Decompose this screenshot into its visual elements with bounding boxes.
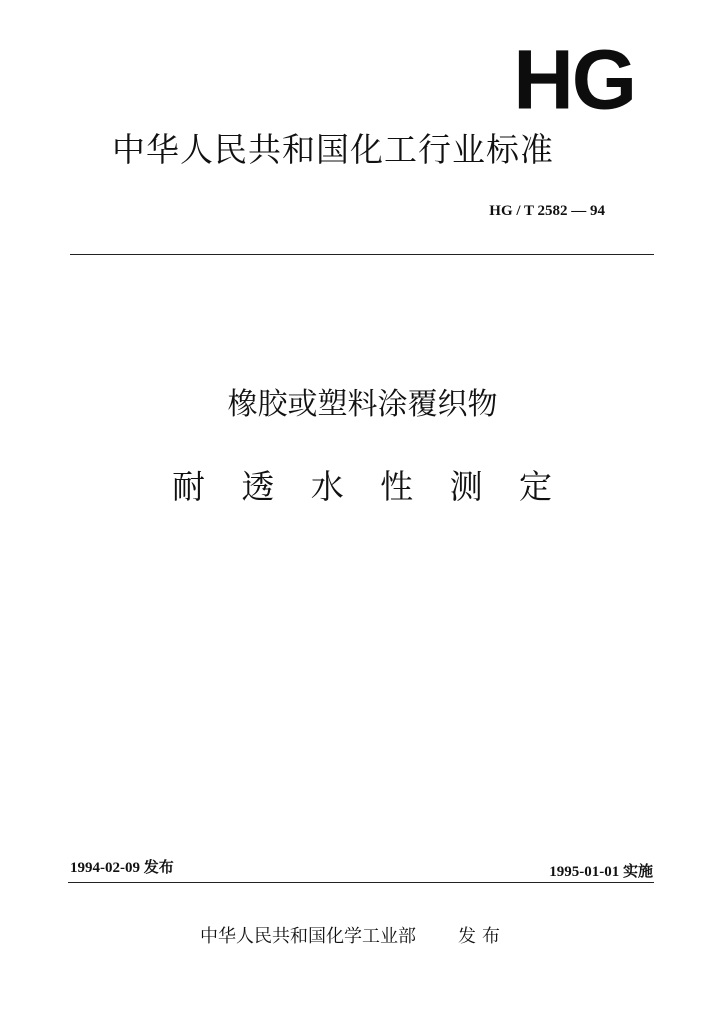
hg-logo: HG: [513, 32, 635, 127]
title-char: 水: [310, 467, 344, 506]
title-char: 透: [241, 467, 275, 506]
publisher-action: 发布: [458, 926, 506, 947]
document-title-line-2: [172, 465, 552, 509]
standard-code: HG / T 2582 — 94: [489, 203, 605, 219]
bottom-divider: [68, 882, 654, 883]
top-divider: [70, 254, 654, 255]
title-char: 耐: [172, 467, 205, 506]
issue-date: 1994-02-09 发布: [70, 860, 174, 876]
standard-category-title: 中华人民共和国化工行业标准: [112, 130, 554, 169]
document-title-line-1: 橡胶或塑料涂覆织物: [227, 387, 498, 422]
publisher-line: [200, 925, 506, 949]
publisher-name: 中华人民共和国化学工业部: [200, 926, 416, 947]
title-char: 测: [449, 467, 483, 506]
title-char: 定: [518, 467, 552, 506]
title-char: 性: [380, 467, 414, 506]
effective-date: 1995-01-01 实施: [549, 864, 653, 880]
